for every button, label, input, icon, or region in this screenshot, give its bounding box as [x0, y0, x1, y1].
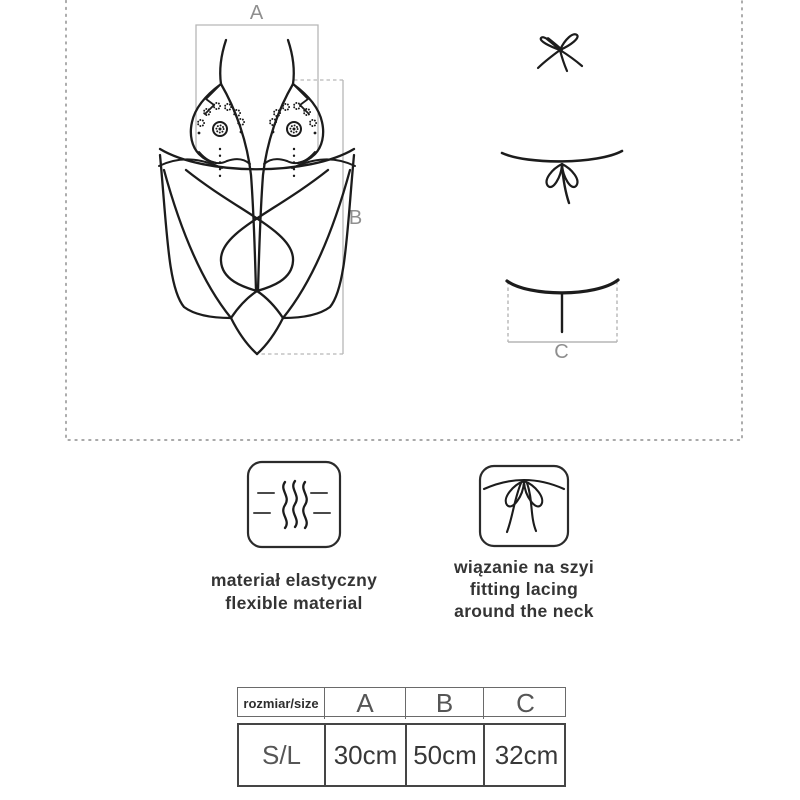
measurement-label-c: C: [554, 341, 570, 363]
feature-caption-lacing: [394, 556, 654, 622]
lace-motif-left: [198, 103, 244, 177]
bodysuit-line-drawing: [159, 40, 355, 354]
measurement-label-b: B: [348, 207, 364, 229]
size-table-header-cell: A: [325, 688, 406, 719]
caption-line: wiązanie na szyi: [454, 557, 594, 577]
size-table-cell: S/L: [239, 725, 326, 785]
size-table-header-row: [237, 687, 566, 717]
dotted-panel-border: [66, 0, 742, 440]
neck-lacing-icon: [480, 466, 568, 546]
caption-line: flexible material: [225, 593, 363, 613]
size-table-cell: 32cm: [494, 739, 559, 770]
size-table-data-row: [237, 723, 566, 787]
measurement-label-a: A: [249, 2, 265, 24]
size-table-header-cell: C: [516, 688, 535, 718]
size-table-header-cell: B: [406, 688, 484, 719]
lace-motif-right: [270, 103, 317, 177]
size-table-cell: 30cm: [326, 725, 407, 785]
caption-line: materiał elastyczny: [210, 570, 378, 590]
bottom-width-drawing: [507, 280, 618, 332]
halter-bow-drawing: [538, 34, 582, 71]
elastic-material-icon: [248, 462, 340, 547]
size-table: [237, 687, 566, 787]
size-table-cell: 50cm: [407, 725, 485, 785]
size-table-header-cell: rozmiar/size: [238, 688, 325, 719]
caption-line: fitting lacing: [469, 579, 579, 599]
neck-tie-drawing: [502, 151, 622, 203]
caption-line: around the neck: [454, 601, 594, 621]
feature-caption-elastic: [164, 569, 424, 615]
